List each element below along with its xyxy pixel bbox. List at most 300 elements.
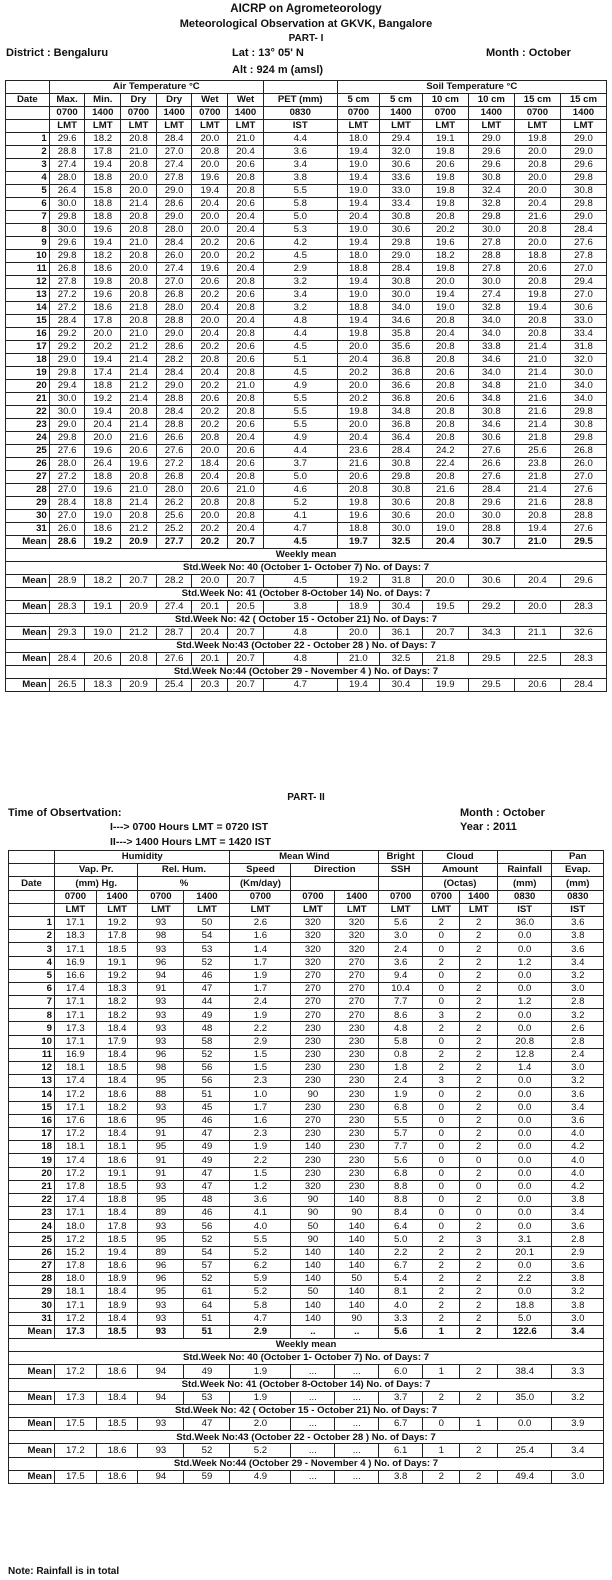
data-cell: 89 bbox=[138, 1207, 184, 1220]
row-label-cell: 15 bbox=[9, 1101, 55, 1114]
data-cell: 88 bbox=[138, 1088, 184, 1101]
data-cell: 27.6 bbox=[156, 653, 192, 666]
data-cell: 28.4 bbox=[49, 315, 85, 328]
data-cell: ... bbox=[335, 1470, 379, 1483]
data-cell: 3.7 bbox=[263, 458, 337, 471]
data-cell: 20.8 bbox=[192, 497, 228, 510]
data-cell: 25.4 bbox=[497, 1444, 552, 1457]
data-cell: 32.8 bbox=[468, 198, 514, 211]
data-cell: 19.1 bbox=[85, 601, 121, 614]
data-cell: 4.9 bbox=[263, 432, 337, 445]
data-cell: 34.0 bbox=[468, 315, 514, 328]
data-cell: 12.8 bbox=[497, 1048, 552, 1061]
data-cell: 29.4 bbox=[49, 380, 85, 393]
table-row bbox=[9, 1101, 604, 1114]
data-cell: 20.0 bbox=[192, 133, 228, 146]
data-cell: 18.8 bbox=[96, 1193, 138, 1206]
table-row bbox=[9, 1048, 604, 1061]
data-cell: 230 bbox=[291, 1154, 335, 1167]
data-cell: 18.0 bbox=[55, 1220, 97, 1233]
data-cell: 20.0 bbox=[422, 276, 468, 289]
data-cell: 34.6 bbox=[468, 419, 514, 432]
data-cell: 17.2 bbox=[55, 1127, 97, 1140]
std-week-label-row bbox=[9, 1457, 604, 1470]
data-cell: 2 bbox=[460, 1101, 497, 1114]
data-cell: 29.0 bbox=[560, 133, 606, 146]
data-cell: 28.4 bbox=[156, 237, 192, 250]
data-cell: 1.0 bbox=[230, 1088, 291, 1101]
data-cell: 5.5 bbox=[263, 393, 337, 406]
data-cell: 20.0 bbox=[514, 146, 560, 159]
data-cell: 29.8 bbox=[49, 367, 85, 380]
row-label-cell: 13 bbox=[9, 1075, 55, 1088]
data-cell: 95 bbox=[138, 1286, 184, 1299]
data-cell: 4.2 bbox=[263, 237, 337, 250]
data-cell: 32.6 bbox=[560, 627, 606, 640]
row-label-cell: Mean bbox=[6, 653, 50, 666]
data-cell: 20.1 bbox=[192, 601, 228, 614]
data-cell: 20.8 bbox=[192, 432, 228, 445]
data-cell: 4.1 bbox=[230, 1207, 291, 1220]
air-temperature-header: Air Temperature °C bbox=[49, 81, 263, 94]
data-cell: 20.2 bbox=[192, 289, 228, 302]
data-cell: 34.8 bbox=[468, 393, 514, 406]
data-cell: 21.0 bbox=[228, 133, 264, 146]
data-cell: 20.8 bbox=[121, 159, 157, 172]
data-cell: 36.8 bbox=[380, 367, 423, 380]
data-cell: 8.4 bbox=[379, 1207, 423, 1220]
data-cell: 28.7 bbox=[156, 627, 192, 640]
data-cell: 1.4 bbox=[497, 1062, 552, 1075]
observation-time-row-cell: 0700 bbox=[49, 107, 85, 120]
table-row bbox=[6, 523, 607, 536]
data-cell: 27.0 bbox=[156, 276, 192, 289]
data-cell: 36.8 bbox=[380, 393, 423, 406]
data-cell: 22.5 bbox=[514, 653, 560, 666]
data-cell: 7.7 bbox=[379, 996, 423, 1009]
data-cell: 24.2 bbox=[422, 445, 468, 458]
observation-time-row-cell: 1400 bbox=[228, 107, 264, 120]
observation-time-row-cell: 0830 bbox=[263, 107, 337, 120]
data-cell: 3.2 bbox=[552, 969, 604, 982]
data-cell: 1.7 bbox=[230, 1101, 291, 1114]
data-cell: 34.3 bbox=[468, 627, 514, 640]
data-cell: 20.4 bbox=[228, 523, 264, 536]
data-cell: 5.0 bbox=[379, 1233, 423, 1246]
observation-time-row-cell: 0700 bbox=[55, 890, 97, 903]
observation-time-label: Time of Obsertvation: bbox=[8, 807, 122, 819]
data-cell: 17.5 bbox=[55, 1470, 97, 1483]
data-cell: 2 bbox=[423, 1233, 460, 1246]
data-cell: 30.8 bbox=[560, 185, 606, 198]
data-cell: 27.4 bbox=[156, 159, 192, 172]
data-cell: 320 bbox=[291, 956, 335, 969]
data-cell: 20.8 bbox=[422, 211, 468, 224]
data-cell: 20.8 bbox=[121, 250, 157, 263]
data-cell: 29.8 bbox=[560, 198, 606, 211]
data-cell: 93 bbox=[138, 916, 184, 929]
date-subheader bbox=[9, 864, 55, 877]
data-cell: 19.6 bbox=[337, 510, 380, 523]
data-cell: 29.2 bbox=[468, 601, 514, 614]
data-cell: 270 bbox=[335, 982, 379, 995]
data-cell: 29.0 bbox=[49, 354, 85, 367]
data-cell: 20.8 bbox=[121, 133, 157, 146]
data-cell: 21.4 bbox=[121, 393, 157, 406]
table-row bbox=[6, 419, 607, 432]
row-label-cell: Mean bbox=[6, 627, 50, 640]
data-cell: 3.4 bbox=[552, 956, 604, 969]
row-label-cell: 21 bbox=[6, 393, 50, 406]
data-cell: 2.2 bbox=[230, 1154, 291, 1167]
data-cell: 93 bbox=[138, 1299, 184, 1312]
row-label-cell: 14 bbox=[6, 302, 50, 315]
table-row bbox=[9, 1035, 604, 1048]
data-cell: 20.0 bbox=[337, 627, 380, 640]
data-cell: 29.0 bbox=[156, 380, 192, 393]
data-cell: 19.4 bbox=[337, 315, 380, 328]
data-cell: 20.0 bbox=[121, 263, 157, 276]
data-cell: 29.4 bbox=[380, 133, 423, 146]
data-cell: 27.0 bbox=[560, 471, 606, 484]
data-cell: 15.8 bbox=[85, 185, 121, 198]
data-cell: 0.0 bbox=[497, 1022, 552, 1035]
data-cell: 27.4 bbox=[156, 263, 192, 276]
data-cell: 20.8 bbox=[422, 354, 468, 367]
data-cell: 1 bbox=[423, 1325, 460, 1338]
time-zone-row-cell: LMT bbox=[96, 903, 138, 916]
data-cell: 20.6 bbox=[85, 653, 121, 666]
data-cell: 17.1 bbox=[55, 943, 97, 956]
data-cell: 320 bbox=[291, 1180, 335, 1193]
data-cell: 28.8 bbox=[560, 510, 606, 523]
data-cell: 5.5 bbox=[263, 419, 337, 432]
data-cell: 19.8 bbox=[422, 185, 468, 198]
data-cell: 34.0 bbox=[560, 380, 606, 393]
data-cell: 1.9 bbox=[230, 1365, 291, 1378]
data-cell: 20.8 bbox=[514, 315, 560, 328]
row-label-cell: 6 bbox=[6, 198, 50, 211]
data-cell: 34.0 bbox=[468, 367, 514, 380]
data-cell: 230 bbox=[335, 1062, 379, 1075]
data-cell: 2.6 bbox=[230, 916, 291, 929]
row-label-cell: 21 bbox=[9, 1180, 55, 1193]
table-row bbox=[6, 198, 607, 211]
data-cell: 5.2 bbox=[230, 1444, 291, 1457]
data-cell: 29.3 bbox=[49, 627, 85, 640]
data-cell: 20.0 bbox=[192, 159, 228, 172]
weekly-mean-row bbox=[6, 601, 607, 614]
data-cell: 3.6 bbox=[552, 916, 604, 929]
data-cell: 2 bbox=[460, 1312, 497, 1325]
data-cell: 4.8 bbox=[263, 315, 337, 328]
data-cell: 3.0 bbox=[379, 930, 423, 943]
std-week-label-row bbox=[6, 588, 607, 601]
data-cell: 1.2 bbox=[497, 956, 552, 969]
data-cell: ... bbox=[291, 1444, 335, 1457]
data-cell: ... bbox=[335, 1391, 379, 1404]
data-cell: 0.0 bbox=[497, 1167, 552, 1180]
data-cell: 230 bbox=[335, 1048, 379, 1061]
data-cell: 18.6 bbox=[85, 263, 121, 276]
data-cell: 20.8 bbox=[422, 380, 468, 393]
table-row bbox=[6, 380, 607, 393]
data-cell: 29.8 bbox=[380, 237, 423, 250]
data-cell: 140 bbox=[291, 1141, 335, 1154]
data-cell: 29.0 bbox=[156, 211, 192, 224]
data-cell: 20.4 bbox=[422, 328, 468, 341]
data-cell: 21.0 bbox=[121, 237, 157, 250]
data-cell: 2 bbox=[423, 1273, 460, 1286]
data-cell: 5.0 bbox=[263, 471, 337, 484]
data-cell: 21.4 bbox=[121, 419, 157, 432]
data-cell: 3.2 bbox=[552, 1286, 604, 1299]
data-cell: 20.2 bbox=[228, 250, 264, 263]
data-cell: 0 bbox=[423, 1088, 460, 1101]
data-cell: 30.8 bbox=[560, 419, 606, 432]
data-cell: 3.8 bbox=[552, 1299, 604, 1312]
table-row bbox=[6, 224, 607, 237]
data-cell: 3.4 bbox=[263, 289, 337, 302]
data-cell: 91 bbox=[138, 1127, 184, 1140]
row-label-cell: 30 bbox=[9, 1299, 55, 1312]
table-row bbox=[9, 1233, 604, 1246]
data-cell: 1.8 bbox=[379, 1062, 423, 1075]
data-cell: 18.5 bbox=[96, 1325, 138, 1338]
data-cell: 20.6 bbox=[192, 276, 228, 289]
data-cell: 20.8 bbox=[337, 484, 380, 497]
row-label-cell: 2 bbox=[9, 930, 55, 943]
data-cell: 34.0 bbox=[468, 328, 514, 341]
data-cell: 320 bbox=[291, 916, 335, 929]
data-cell: 18.8 bbox=[337, 523, 380, 536]
part1-label: PART- I bbox=[288, 33, 324, 44]
data-cell: 5.3 bbox=[263, 224, 337, 237]
data-cell: 29.6 bbox=[468, 146, 514, 159]
observation-time-row-cell: 0830 bbox=[552, 890, 604, 903]
pan-header: Pan bbox=[552, 851, 604, 864]
data-cell: 8.8 bbox=[379, 1193, 423, 1206]
data-cell: 96 bbox=[138, 1048, 184, 1061]
data-cell: 29.6 bbox=[49, 237, 85, 250]
data-cell: 19.6 bbox=[85, 289, 121, 302]
district-label: District : Bengaluru bbox=[6, 47, 109, 59]
data-cell: 26.4 bbox=[49, 185, 85, 198]
data-cell: 49 bbox=[184, 1154, 230, 1167]
data-cell: 20.8 bbox=[121, 653, 157, 666]
data-cell: 19.8 bbox=[422, 198, 468, 211]
data-cell: 28.0 bbox=[49, 172, 85, 185]
table-row bbox=[6, 393, 607, 406]
column-header-row-cell: Date bbox=[6, 94, 50, 107]
row-label-cell: 19 bbox=[9, 1154, 55, 1167]
observation-time-row-cell: 0700 bbox=[230, 890, 291, 903]
data-cell: 21.8 bbox=[514, 471, 560, 484]
data-cell: 0.0 bbox=[497, 1418, 552, 1431]
row-label-cell: 23 bbox=[6, 419, 50, 432]
data-cell: 18.2 bbox=[96, 996, 138, 1009]
row-label-cell: 14 bbox=[9, 1088, 55, 1101]
data-cell: 19.1 bbox=[96, 956, 138, 969]
data-cell: 2 bbox=[423, 1470, 460, 1483]
data-cell: 20.8 bbox=[228, 302, 264, 315]
row-label-cell: 22 bbox=[6, 406, 50, 419]
data-cell: 27.4 bbox=[49, 159, 85, 172]
data-cell: 57 bbox=[184, 1259, 230, 1272]
data-cell: 19.0 bbox=[337, 224, 380, 237]
data-cell: 2 bbox=[460, 943, 497, 956]
data-cell: 0 bbox=[423, 1114, 460, 1127]
data-cell: 36.8 bbox=[380, 354, 423, 367]
data-cell: 2 bbox=[460, 996, 497, 1009]
time-zone-row-cell bbox=[6, 120, 50, 133]
time-zone-row-cell: LMT bbox=[55, 903, 97, 916]
data-cell: 320 bbox=[335, 943, 379, 956]
data-cell: 230 bbox=[335, 1101, 379, 1114]
report-title: AICRP on Agrometeorology bbox=[230, 3, 382, 15]
observation-time-row-cell: 1400 bbox=[560, 107, 606, 120]
table-row bbox=[6, 302, 607, 315]
data-cell: 0.0 bbox=[497, 930, 552, 943]
data-cell: 17.2 bbox=[55, 1444, 97, 1457]
data-cell: 49 bbox=[184, 1009, 230, 1022]
relative-humidity-header: Rel. Hum. bbox=[138, 864, 230, 877]
column-header-row-cell: Wet bbox=[228, 94, 264, 107]
data-cell: 20.4 bbox=[192, 627, 228, 640]
data-cell: 3.4 bbox=[552, 1101, 604, 1114]
monthly-mean-row bbox=[9, 1325, 604, 1338]
data-cell: 21.6 bbox=[422, 484, 468, 497]
row-label-cell: 25 bbox=[6, 445, 50, 458]
row-label-cell: 9 bbox=[9, 1022, 55, 1035]
column-header-row-cell: PET (mm) bbox=[263, 94, 337, 107]
data-cell: 2.9 bbox=[552, 1246, 604, 1259]
data-cell: 33.6 bbox=[380, 172, 423, 185]
data-cell: 20.0 bbox=[192, 250, 228, 263]
data-cell: 47 bbox=[184, 1418, 230, 1431]
data-cell: 5.8 bbox=[379, 1035, 423, 1048]
data-cell: 21.4 bbox=[514, 419, 560, 432]
data-cell: 270 bbox=[335, 1009, 379, 1022]
data-cell: 18.4 bbox=[96, 1207, 138, 1220]
data-cell: 17.4 bbox=[55, 1154, 97, 1167]
data-cell: 19.0 bbox=[85, 627, 121, 640]
time-zone-row-cell: LMT bbox=[85, 120, 121, 133]
data-cell: 3.2 bbox=[552, 1075, 604, 1088]
data-cell: 34.0 bbox=[560, 393, 606, 406]
data-cell: 4.9 bbox=[230, 1470, 291, 1483]
data-cell: 17.5 bbox=[55, 1418, 97, 1431]
data-cell: 50 bbox=[291, 1220, 335, 1233]
data-cell: 2 bbox=[423, 956, 460, 969]
table-row bbox=[9, 1246, 604, 1259]
data-cell: 20.6 bbox=[514, 679, 560, 692]
data-cell: 6.0 bbox=[379, 1365, 423, 1378]
data-cell: 27.6 bbox=[49, 445, 85, 458]
data-cell: 5.5 bbox=[379, 1114, 423, 1127]
data-cell: 26.4 bbox=[85, 458, 121, 471]
row-label-cell: 5 bbox=[9, 969, 55, 982]
data-cell: 19.5 bbox=[422, 601, 468, 614]
table-row bbox=[6, 146, 607, 159]
data-cell: 27.0 bbox=[560, 263, 606, 276]
row-label-cell: 17 bbox=[6, 341, 50, 354]
data-cell: 28.3 bbox=[560, 601, 606, 614]
data-cell: 0 bbox=[423, 1180, 460, 1193]
observation-time-line2: II---> 1400 Hours LMT = 1420 IST bbox=[110, 836, 272, 848]
data-cell: 18.6 bbox=[96, 1470, 138, 1483]
data-cell: 19.6 bbox=[85, 484, 121, 497]
std-week-label-row bbox=[6, 666, 607, 679]
data-cell: 21.6 bbox=[337, 458, 380, 471]
table-row bbox=[9, 969, 604, 982]
data-cell: 29.0 bbox=[49, 419, 85, 432]
observation-time-row-cell: 1400 bbox=[85, 107, 121, 120]
data-cell: 47 bbox=[184, 1180, 230, 1193]
data-cell: 2 bbox=[460, 1141, 497, 1154]
data-cell: 20.4 bbox=[337, 432, 380, 445]
data-cell: 21.8 bbox=[422, 653, 468, 666]
data-cell: 19.8 bbox=[422, 172, 468, 185]
data-cell: 20.6 bbox=[192, 484, 228, 497]
data-cell: 8.6 bbox=[379, 1009, 423, 1022]
data-cell: 21.0 bbox=[514, 380, 560, 393]
part2-weather-table bbox=[8, 850, 604, 1484]
observation-time-row-cell: 1400 bbox=[96, 890, 138, 903]
data-cell: 31.8 bbox=[380, 575, 423, 588]
data-cell: 20.8 bbox=[422, 497, 468, 510]
table-row bbox=[6, 497, 607, 510]
data-cell: 2 bbox=[460, 1035, 497, 1048]
data-cell: 20.6 bbox=[514, 263, 560, 276]
data-cell: 20.5 bbox=[228, 601, 264, 614]
data-cell: 3.6 bbox=[552, 1114, 604, 1127]
data-cell: 18.5 bbox=[96, 943, 138, 956]
data-cell: 90 bbox=[291, 1088, 335, 1101]
data-cell: 20.8 bbox=[228, 276, 264, 289]
data-cell: 53 bbox=[184, 943, 230, 956]
data-cell: 20.4 bbox=[337, 354, 380, 367]
data-cell: 17.8 bbox=[55, 1259, 97, 1272]
data-cell: 17.3 bbox=[55, 1391, 97, 1404]
data-cell: 2.8 bbox=[552, 1233, 604, 1246]
data-cell: 20.6 bbox=[121, 445, 157, 458]
time-zone-row-cell: LMT bbox=[460, 903, 497, 916]
data-cell: 33.0 bbox=[380, 185, 423, 198]
data-cell: 4.0 bbox=[552, 1154, 604, 1167]
data-cell: 3.8 bbox=[552, 930, 604, 943]
data-cell: 27.4 bbox=[468, 289, 514, 302]
observation-time-row-cell: 1400 bbox=[156, 107, 192, 120]
data-cell: 19.4 bbox=[85, 237, 121, 250]
data-cell: 19.6 bbox=[85, 224, 121, 237]
data-cell: 32.4 bbox=[468, 185, 514, 198]
data-cell: 0 bbox=[423, 1127, 460, 1140]
data-cell: 2 bbox=[460, 1062, 497, 1075]
latitude-label: Lat : 13° 05' N bbox=[232, 47, 304, 59]
data-cell: 17.8 bbox=[96, 1220, 138, 1233]
data-cell: 21.0 bbox=[228, 380, 264, 393]
data-cell: .. bbox=[335, 1325, 379, 1338]
data-cell: 122.6 bbox=[497, 1325, 552, 1338]
table-row bbox=[6, 328, 607, 341]
data-cell: 19.2 bbox=[85, 536, 121, 549]
data-cell: 4.6 bbox=[263, 484, 337, 497]
data-cell: 19.8 bbox=[337, 328, 380, 341]
data-cell: 26.0 bbox=[156, 250, 192, 263]
data-cell: 4.7 bbox=[263, 679, 337, 692]
data-cell: 93 bbox=[138, 1022, 184, 1035]
